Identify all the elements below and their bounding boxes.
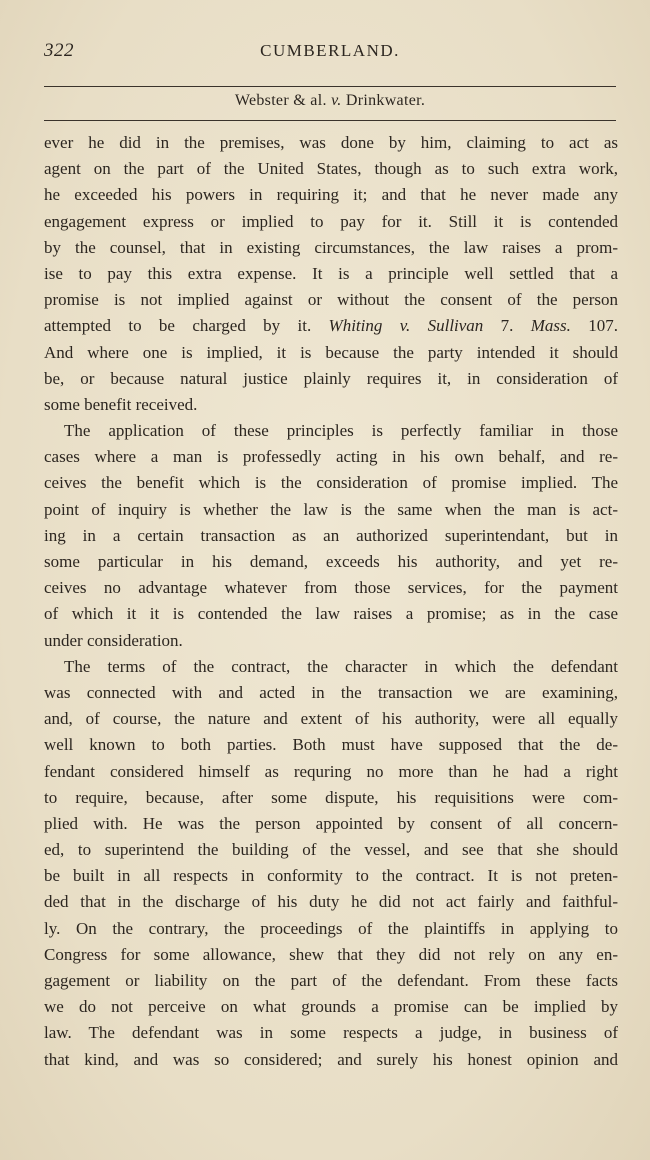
text-line: to require, because, after some dispute, his requisitions were com- xyxy=(44,787,618,807)
text-line: law. The defendant was in some respects a judge, in business of xyxy=(44,1023,618,1043)
header-rule-bottom xyxy=(44,120,616,121)
page-number: 322 xyxy=(44,40,74,61)
text-line: and, of course, the nature and extent of his authority, were all equally xyxy=(44,709,618,729)
text-line: ed, to superintend the building of the vessel, and see that she should xyxy=(44,840,618,860)
text-line: ing in a certain transaction as an authorized superintendant, but in xyxy=(44,525,618,545)
text-line: cases where a man is professedly acting in his own behalf, and re- xyxy=(44,447,618,467)
text-line: gagement or liability on the part of the defendant. From these facts xyxy=(44,971,618,990)
text-line: of which it it is contended the law raises a promise; as in the case xyxy=(44,604,618,624)
text-line: ded that in the discharge of his duty he did not act fairly and faithful- xyxy=(44,892,618,912)
case-title-plaintiff: Webster & al. xyxy=(234,92,332,109)
paragraph-1 xyxy=(44,130,618,418)
text-line: Congress for some allowance, shew that they did not rely on any en- xyxy=(44,944,618,964)
text-line: under consideration. xyxy=(44,630,183,650)
running-title: CUMBERLAND. xyxy=(260,41,400,60)
text-line: ise to pay this extra expense. It is a principle well settled that a xyxy=(44,263,618,283)
case-title xyxy=(44,92,616,110)
text-line: promise is not implied against or without the consent of the person xyxy=(44,290,618,310)
text-line: plied with. He was the person appointed by consent of all concern- xyxy=(44,813,618,833)
text-line: be built in all respects in conformity to the contract. It is not preten- xyxy=(44,866,618,886)
text-line: we do not perceive on what grounds a promise can be implied by xyxy=(44,997,618,1017)
text-line: And where one is implied, it is because the party intended it should xyxy=(44,342,618,362)
text-line: well known to both parties. Both must have supposed that the de- xyxy=(44,735,618,755)
text-line: ceives the benefit which is the consideration of promise implied. The xyxy=(44,473,618,493)
text-line: ly. On the contrary, the proceedings of the plaintiffs in applying to xyxy=(44,918,618,938)
text-line-citation: attempted to be charged by it. Whiting v. Sullivan 7. Mass. 107. xyxy=(44,316,618,336)
text-line: ever he did in the premises, was done by him, claiming to act as xyxy=(44,133,618,152)
text-line: be, or because natural justice plainly requires it, in consideration of xyxy=(44,368,618,388)
header-rule-top xyxy=(44,86,616,87)
text-line: he exceeded his powers in requiring it; and that he never made any xyxy=(44,185,618,205)
text-line: The application of these principles is perfectly familiar in those xyxy=(64,421,618,441)
case-title-versus: v. xyxy=(331,92,342,109)
running-head xyxy=(44,40,616,66)
text-line: some benefit received. xyxy=(44,394,198,414)
text-line: that kind, and was so considered; and surely his honest opinion and xyxy=(44,1049,618,1069)
body-text xyxy=(44,130,618,1073)
text-line: engagement express or implied to pay for it. Still it is contended xyxy=(44,211,618,231)
text-line: The terms of the contract, the character in which the defendant xyxy=(64,656,618,676)
text-line: ceives no advantage whatever from those services, for the payment xyxy=(44,578,618,598)
text-line: agent on the part of the United States, though as to such extra work, xyxy=(44,159,618,179)
paragraph-3 xyxy=(44,654,618,1073)
text-line: by the counsel, that in existing circumstances, the law raises a prom- xyxy=(44,237,618,257)
text-line: was connected with and acted in the transaction we are examining, xyxy=(44,682,618,702)
case-title-defendant: Drinkwater. xyxy=(341,92,426,109)
text-line: some particular in his demand, exceeds his authority, and yet re- xyxy=(44,552,618,571)
text-line: point of inquiry is whether the law is the same when the man is act- xyxy=(44,499,618,519)
text-line: fendant considered himself as requring no more than he had a right xyxy=(44,761,618,781)
paragraph-2 xyxy=(44,418,618,654)
